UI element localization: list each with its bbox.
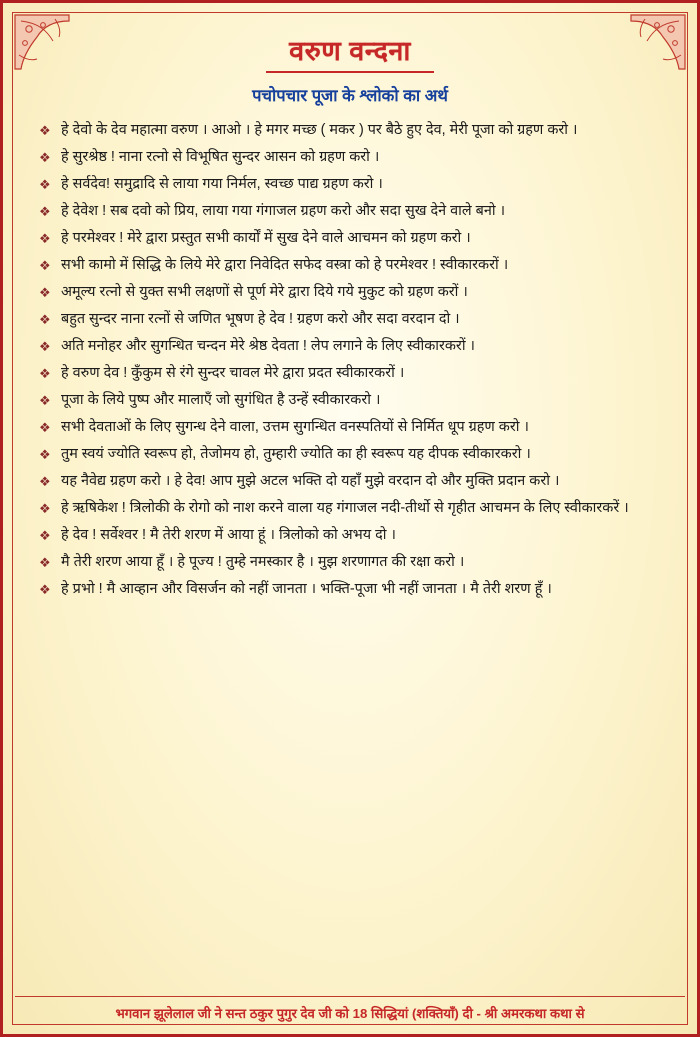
diamond-bullet-icon: ❖ <box>39 474 51 489</box>
verse-text: अमूल्य रत्नो से युक्त सभी लक्षणों से पूर्ण मेरे द्वारा दिये गये मुकुट को ग्रहण करों । <box>61 284 468 300</box>
diamond-bullet-icon: ❖ <box>39 447 51 462</box>
page-title: वरुण वन्दना <box>289 36 411 66</box>
diamond-bullet-icon: ❖ <box>39 366 51 381</box>
list-item <box>37 147 665 169</box>
diamond-bullet-icon: ❖ <box>39 393 51 408</box>
verse-text: पूजा के लिये पुष्प और मालाएँ जो सुगंधित है उन्हें स्वीकारकरो । <box>61 392 381 408</box>
verse-text: हे सुरश्रेष्ठ ! नाना रत्नो से विभूषित सुन्दर आसन को ग्रहण करो । <box>61 149 380 165</box>
verse-text: हे वरुण देव ! कुँकुम से रंगे सुन्दर चावल मेरे द्वारा प्रदत स्वीकारकरों । <box>61 365 405 381</box>
verse-text: हे देवो के देव महात्मा वरुण । आओ । हे मगर मच्छ ( मकर ) पर बैठे हुए देव, मेरी पूजा को ग्रहण करो । <box>61 122 578 138</box>
verse-text: अति मनोहर और सुगन्धित चन्दन मेरे श्रेष्ठ देवता ! लेप लगाने के लिए स्वीकारकरों । <box>61 338 475 354</box>
verse-text: तुम स्वयं ज्योति स्वरूप हो, तेजोमय हो, तुम्हारी ज्योति का ही स्वरूप यह दीपक स्वीकारकरो । <box>61 446 531 462</box>
verse-text: सभी देवताओं के लिए सुगन्ध देने वाला, उत्तम सुगन्धित वनस्पतियों से निर्मित धूप ग्रहण करो । <box>61 419 529 435</box>
diamond-bullet-icon: ❖ <box>39 177 51 192</box>
diamond-bullet-icon: ❖ <box>39 231 51 246</box>
verse-text: यह नैवेद्य ग्रहण करो । हे देव! आप मुझे अटल भक्ति दो यहाँ मुझे वरदान दो और मुक्ति प्रदान करो । <box>61 473 560 489</box>
diamond-bullet-icon: ❖ <box>39 582 51 597</box>
diamond-bullet-icon: ❖ <box>39 420 51 435</box>
diamond-bullet-icon: ❖ <box>39 555 51 570</box>
verse-text: बहुत सुन्दर नाना रत्नों से जणित भूषण हे देव ! ग्रहण करो और सदा वरदान दो । <box>61 311 460 327</box>
verse-text: हे परमेश्वर ! मेरे द्वारा प्रस्तुत सभी कार्यों में सुख देने वाले आचमन को ग्रहण करो । <box>61 230 471 246</box>
verse-list <box>31 120 669 601</box>
verse-text: हे प्रभो ! मै आव्हान और विसर्जन को नहीं जानता । भक्ति-पूजा भी नहीं जानता । मै तेरी शरण हूँ । <box>61 581 552 597</box>
diamond-bullet-icon: ❖ <box>39 339 51 354</box>
diamond-bullet-icon: ❖ <box>39 123 51 138</box>
verse-text: सभी कामो में सिद्धि के लिये मेरे द्वारा निवेदित सफेद वस्त्रा को हे परमेश्वर ! स्वीकारकरों । <box>61 257 509 273</box>
diamond-bullet-icon: ❖ <box>39 528 51 543</box>
list-item <box>37 390 665 412</box>
verse-text: हे देवेश ! सब दवो को प्रिय, लाया गया गंगाजल ग्रहण करो और सदा सुख देने वाले बनो । <box>61 203 506 219</box>
verse-text: हे देव ! सर्वेश्वर ! मै तेरी शरण में आया हूं । त्रिलोको को अभय दो । <box>61 527 396 543</box>
list-item <box>37 363 665 385</box>
verse-text: हे सर्वदेव! समुद्रादि से लाया गया निर्मल, स्वच्छ पाद्य ग्रहण करो । <box>61 176 383 192</box>
diamond-bullet-icon: ❖ <box>39 501 51 516</box>
list-item <box>37 255 665 277</box>
list-item <box>37 201 665 223</box>
list-item <box>37 444 665 466</box>
page-subtitle: पचोपचार पूजा के श्लोको का अर्थ <box>252 87 448 105</box>
footer-note: भगवान झूलेलाल जी ने सन्त ठकुर पुगुर देव जी को 18 सिद्धियां (शक्तियाँ) दी - श्री अमरकथा कथा से <box>15 996 685 1022</box>
diamond-bullet-icon: ❖ <box>39 285 51 300</box>
diamond-bullet-icon: ❖ <box>39 204 51 219</box>
list-item <box>37 309 665 331</box>
list-item <box>37 552 665 574</box>
list-item <box>37 579 665 601</box>
diamond-bullet-icon: ❖ <box>39 312 51 327</box>
diamond-bullet-icon: ❖ <box>39 150 51 165</box>
list-item <box>37 120 665 142</box>
list-item <box>37 471 665 493</box>
verse-text: हे ऋषिकेश ! त्रिलोकी के रोगो को नाश करने वाला यह गंगाजल नदी-तीर्थो से गृहीत आचमन के लिए स्वीकारकरें । <box>61 500 629 516</box>
list-item <box>37 228 665 250</box>
document-content <box>9 9 691 1028</box>
list-item <box>37 174 665 196</box>
list-item <box>37 498 665 520</box>
diamond-bullet-icon: ❖ <box>39 258 51 273</box>
verse-text: मै तेरी शरण आया हूँ । हे पूज्य ! तुम्हे नमस्कार है । मुझ शरणागत की रक्षा करो । <box>61 554 465 570</box>
list-item <box>37 336 665 358</box>
list-item <box>37 282 665 304</box>
title-underline <box>266 71 434 73</box>
list-item <box>37 525 665 547</box>
list-item <box>37 417 665 439</box>
